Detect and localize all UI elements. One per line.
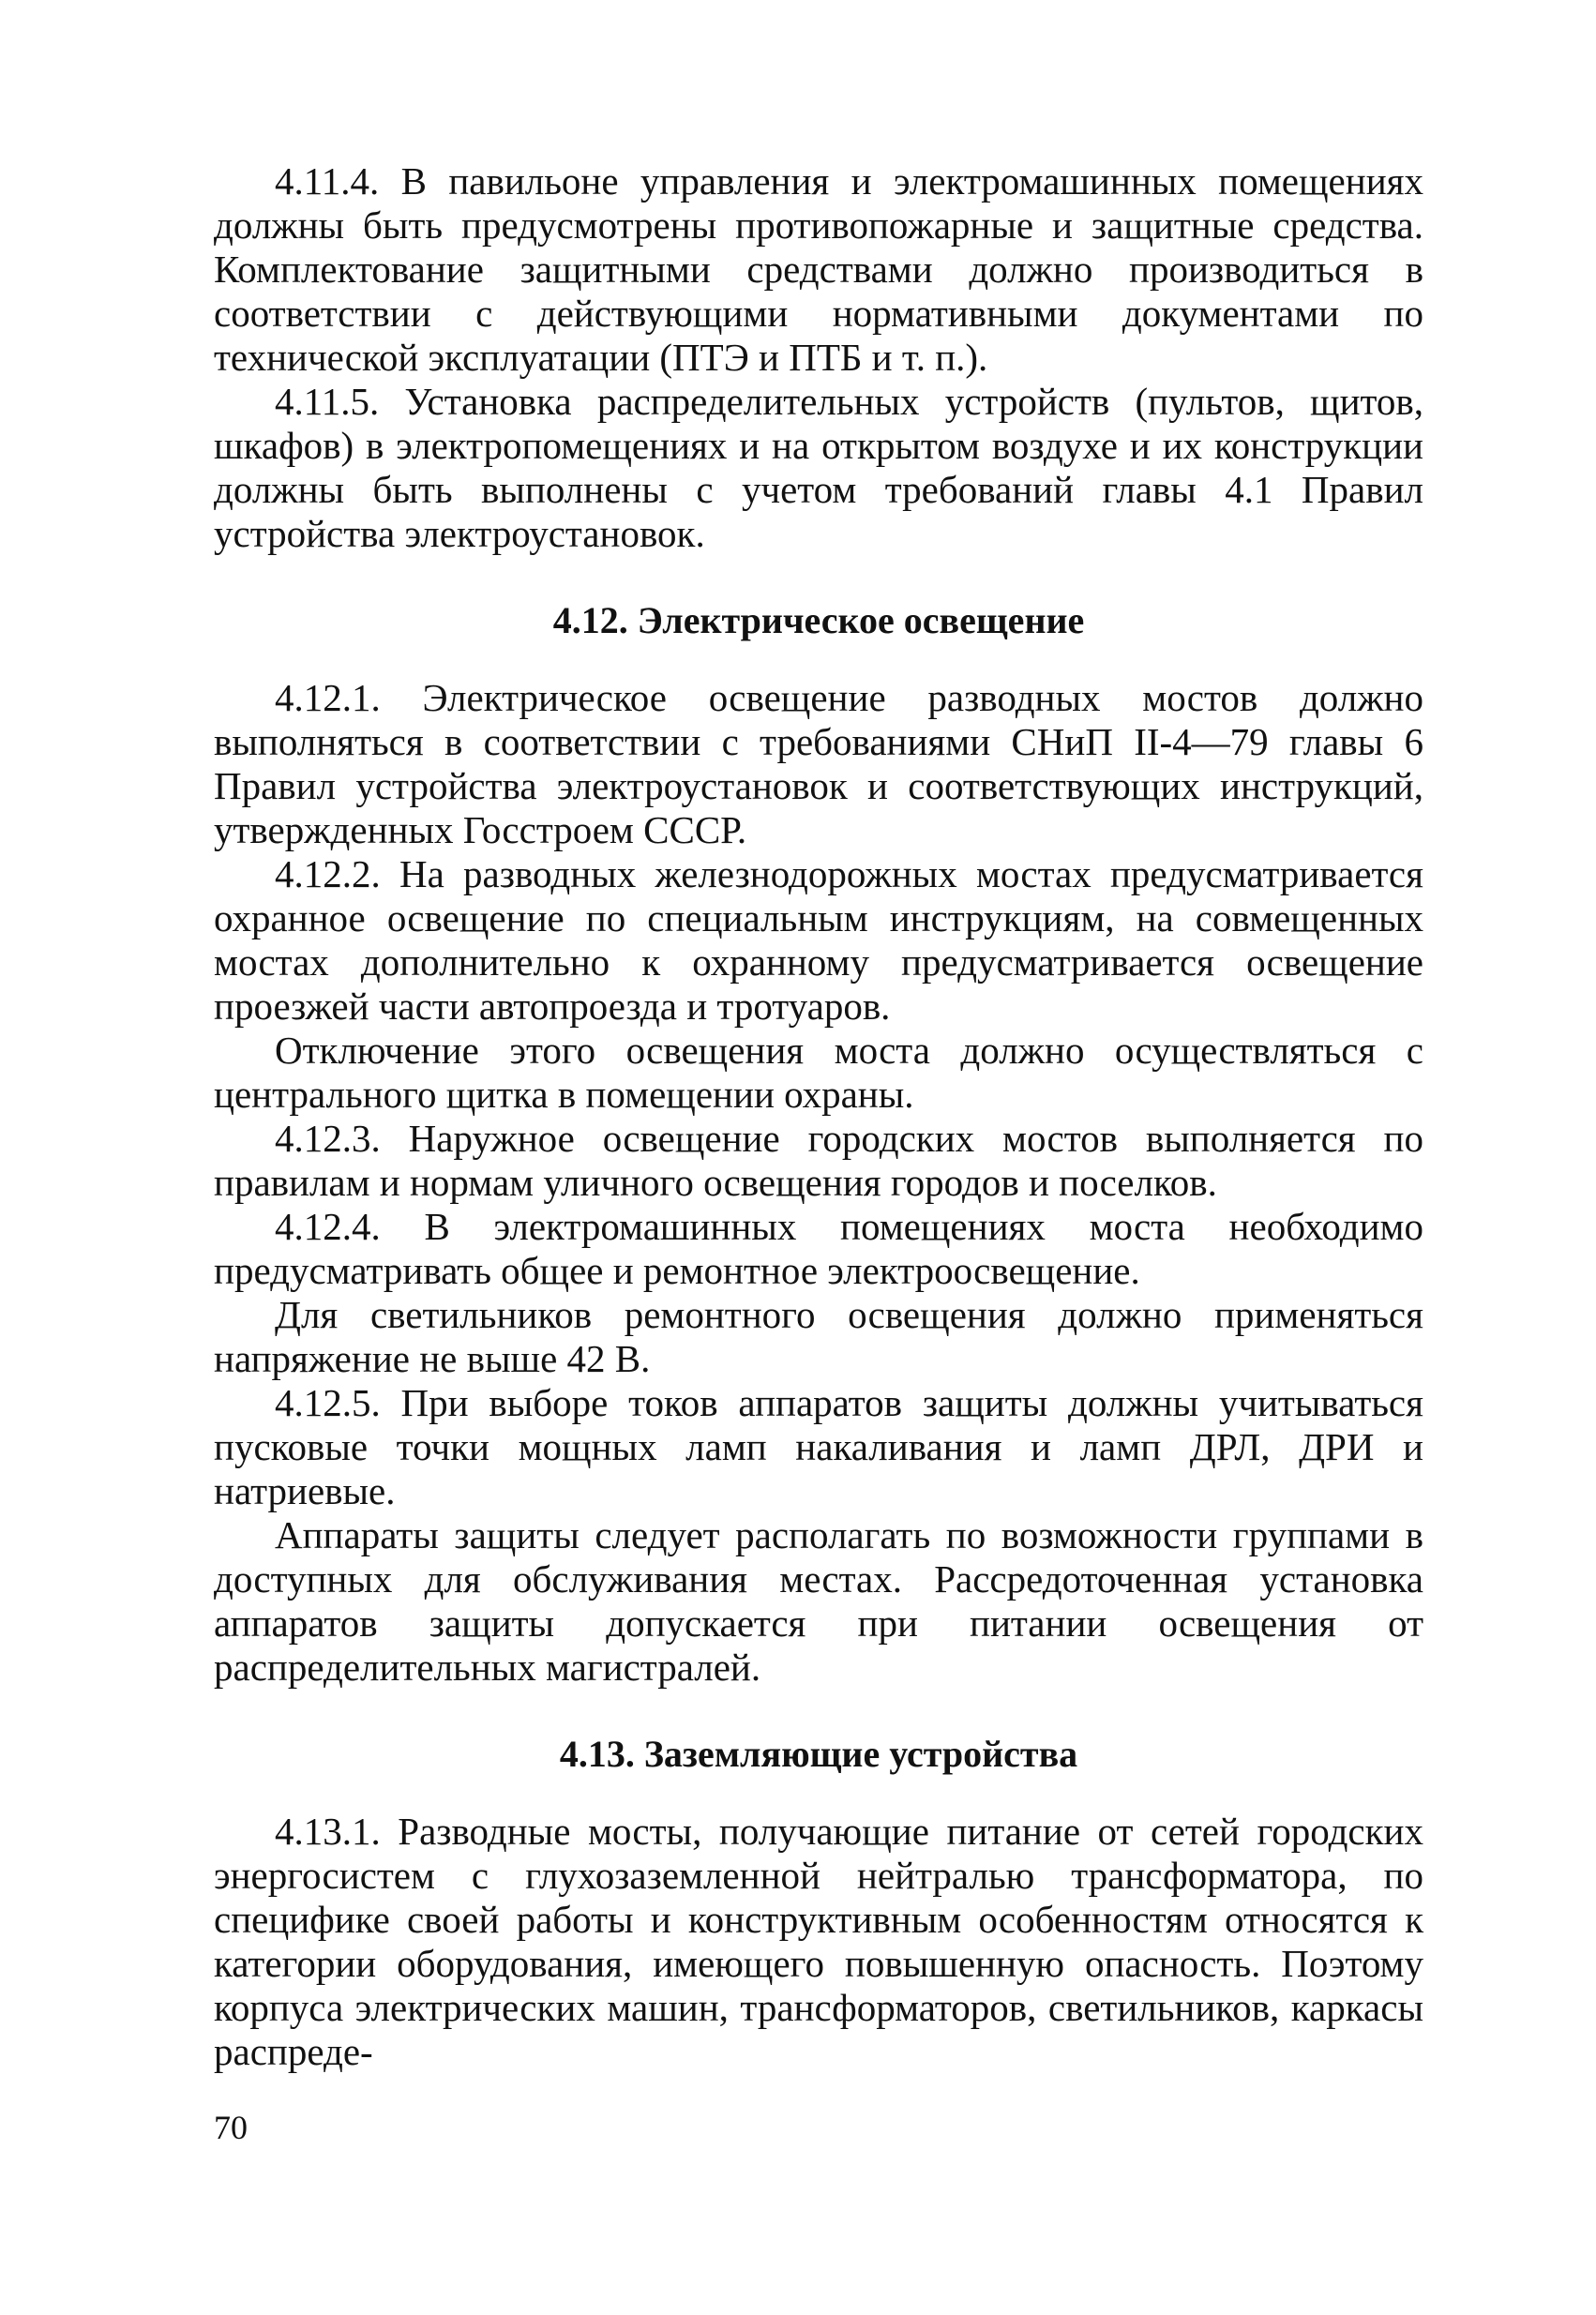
paragraph-4-13-1: 4.13.1. Разводные мосты, получающие питание от сетей городских энергосистем с глухозаземленной нейтралью трансформатора, по специфике своей работы и конструктивным особенностям относятся к категории оборудования, имеющего повышенную опасность. Поэтому корпуса электрических машин, трансформаторов, светильников, каркасы распреде- xyxy=(214,1810,1423,2073)
paragraph-4-11-5: 4.11.5. Установка распределительных устройств (пультов, щитов, шкафов) в электропомещениях и на открытом воздухе и их конструкции должны быть выполнены с учетом требований главы 4.1 Правил устройства электроустановок. xyxy=(214,380,1423,555)
paragraph-4-12-4: 4.12.4. В электромашинных помещениях моста необходимо предусматривать общее и ремонтное электроосвещение. xyxy=(214,1205,1423,1292)
page-number: 70 xyxy=(214,2109,248,2146)
paragraph-4-12-4-note: Для светильников ремонтного освещения должно применяться напряжение не выше 42 В. xyxy=(214,1293,1423,1380)
section-heading-4-12: 4.12. Электрическое освещение xyxy=(552,599,1085,641)
paragraph-4-12-3: 4.12.3. Наружное освещение городских мостов выполняется по правилам и нормам уличного освещения городов и поселков. xyxy=(214,1117,1423,1204)
document-page xyxy=(214,159,1423,2074)
paragraph-4-12-1: 4.12.1. Электрическое освещение разводных мостов должно выполняться в соответствии с требованиями СНиП II-4—79 главы 6 Правил устройства электроустановок и соответствующих инструкций, утвержденных Госстроем СССР. xyxy=(214,676,1423,851)
paragraph-4-12-2-note: Отключение этого освещения моста должно осуществляться с центрального щитка в помещении охраны. xyxy=(214,1029,1423,1116)
section-heading-4-13: 4.13. Заземляющие устройства xyxy=(559,1733,1078,1775)
paragraph-4-12-5-note: Аппараты защиты следует располагать по возможности группами в доступных для обслуживания местах. Рассредоточенная установка аппаратов защиты допускается при питании освещения от распределительных магистралей. xyxy=(214,1513,1423,1689)
paragraph-4-12-5: 4.12.5. При выборе токов аппаратов защиты должны учитываться пусковые точки мощных ламп накаливания и ламп ДРЛ, ДРИ и натриевые. xyxy=(214,1381,1423,1512)
paragraph-4-11-4: 4.11.4. В павильоне управления и электромашинных помещениях должны быть предусмотрены противопожарные и защитные средства. Комплектование защитными средствами должно производиться в соответствии с действующими нормативными документами по технической эксплуатации (ПТЭ и ПТБ и т. п.). xyxy=(214,159,1423,379)
paragraph-4-12-2: 4.12.2. На разводных железнодорожных мостах предусматривается охранное освещение по специальным инструкциям, на совмещенных мостах дополнительно к охранному предусматривается освещение проезжей части автопроезда и тротуаров. xyxy=(214,852,1423,1028)
